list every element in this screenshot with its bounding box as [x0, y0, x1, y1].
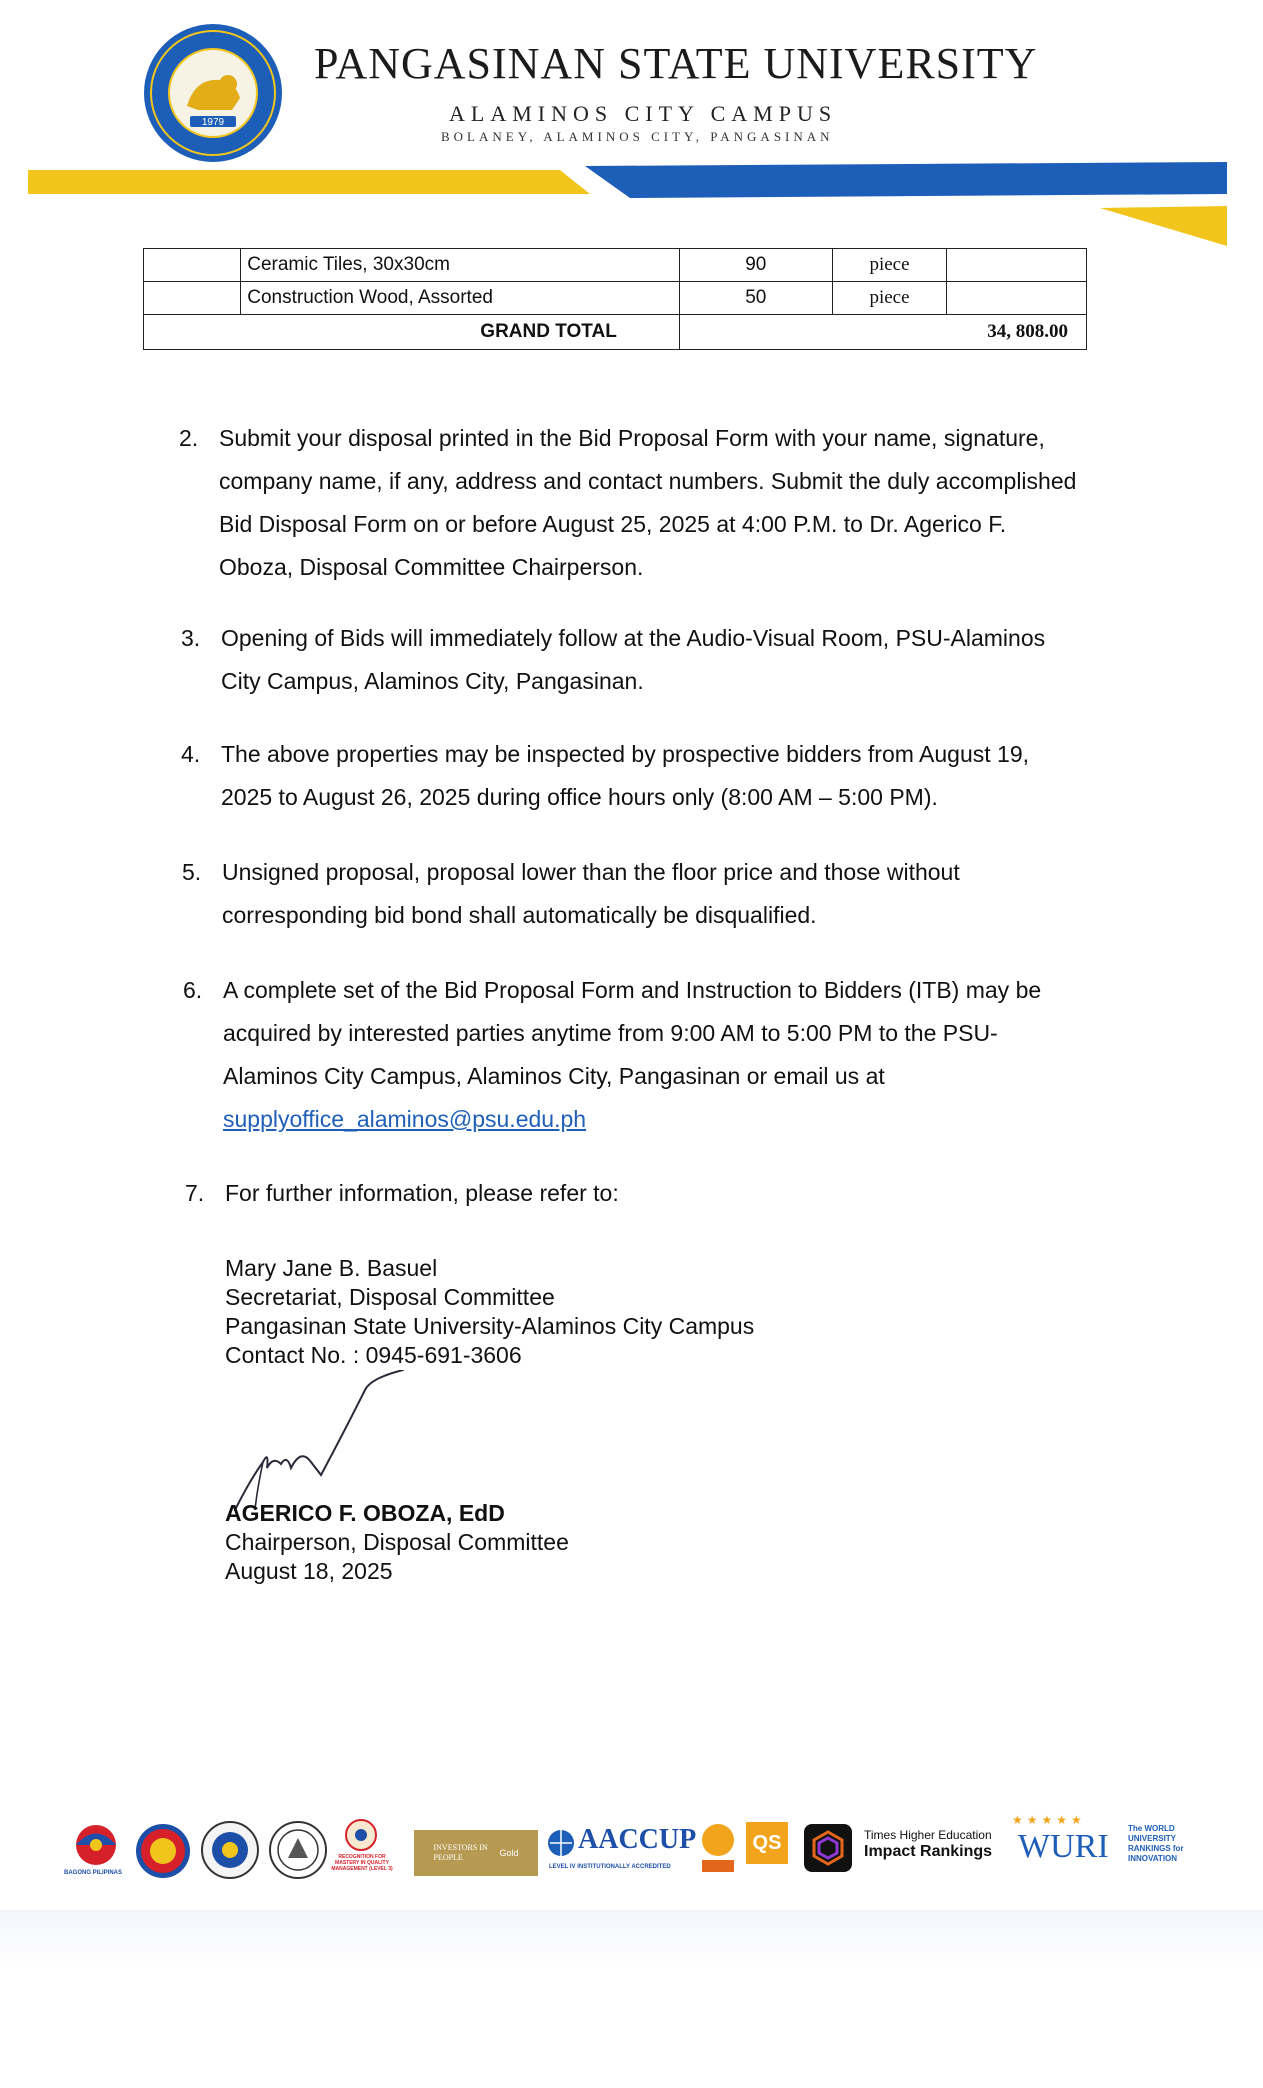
contact-office: Pangasinan State University-Alaminos City Campus — [225, 1313, 755, 1339]
instruction-text: Opening of Bids will immediately follow at the Audio-Visual Room, PSU-Alaminos City Campus, Alaminos City, Pangasinan. — [221, 625, 1046, 694]
instruction-item — [182, 851, 1082, 937]
wuri-note: The WORLD UNIVERSITY RANKINGS for INNOVATION — [1128, 1824, 1184, 1863]
footer-background — [0, 1910, 1263, 1970]
signatory-block — [225, 1499, 569, 1586]
bagong-pilipinas-text: BAGONG PILIPINAS — [64, 1870, 123, 1876]
signatory-date: August 18, 2025 — [225, 1558, 393, 1584]
instruction-text: The above properties may be inspected by prospective bidders from August 19, 2025 to August 26, 2025 during office hours only (8:00 AM – 5:00 PM). — [221, 741, 1030, 810]
investors-text: INVESTORS IN PEOPLE — [433, 1843, 488, 1862]
contact-block — [225, 1254, 754, 1370]
government-seal-icon — [268, 1820, 328, 1880]
aaccup-globe-icon — [546, 1828, 576, 1858]
instruction-item — [185, 1172, 1085, 1215]
bagong-pilipinas-logo-icon — [68, 1822, 124, 1868]
campus-address: BOLANEY, ALAMINOS CITY, PANGASINAN — [441, 129, 834, 144]
instruction-item — [181, 733, 1081, 819]
header-color-bars — [0, 158, 1263, 253]
aaccup-text: AACCUP — [578, 1824, 697, 1855]
grand-total-value: 34, 808.00 — [679, 315, 1086, 350]
contact-phone: Contact No. : 0945-691-3606 — [225, 1342, 522, 1368]
items-table — [143, 248, 1087, 350]
wuri-text: WURI — [1018, 1828, 1109, 1865]
instruction-number: 2. — [179, 425, 199, 451]
item-unit: piece — [832, 282, 946, 315]
instruction-number: 5. — [182, 859, 202, 885]
university-name: PANGASINAN STATE UNIVERSITY — [314, 39, 1038, 88]
instruction-number: 3. — [181, 625, 201, 651]
item-description: Ceramic Tiles, 30x30cm — [241, 249, 680, 282]
campus-name: ALAMINOS CITY CAMPUS — [449, 101, 838, 126]
instruction-item — [183, 969, 1083, 1141]
instruction-text: For further information, please refer to: — [225, 1180, 619, 1206]
investors-level: Gold — [499, 1848, 519, 1858]
instruction-number: 7. — [185, 1180, 205, 1206]
item-price — [947, 249, 1087, 282]
instruction-number: 6. — [183, 977, 203, 1003]
grand-total-label: GRAND TOTAL — [144, 315, 680, 350]
wuri-stars-icon: ★★★★★ — [1012, 1813, 1086, 1827]
the-text-line2: Impact Rankings — [864, 1843, 993, 1860]
instruction-item — [179, 417, 1079, 589]
instruction-item — [181, 617, 1081, 703]
instruction-text: Submit your disposal printed in the Bid Proposal Form with your name, signature, company name, if any, address and contact numbers. Submit the duly accomplished Bid Disposal Form on or before August 25, 2025 at 4:00 P.M. to Dr. Agerico F. Oboza, Disposal Committee Chairperson. — [219, 425, 1077, 580]
recognition-text: RECOGNITION FOR MASTERY IN QUALITY MANAGEMENT (LEVEL 3) — [331, 1854, 393, 1872]
item-unit: piece — [832, 249, 946, 282]
prime-hrm-logo-icon — [698, 1820, 738, 1876]
ched-seal-icon — [200, 1820, 260, 1880]
footer-logos — [62, 1810, 1242, 1900]
grand-total-row — [144, 315, 1087, 350]
table-row — [144, 282, 1087, 315]
item-description: Construction Wood, Assorted — [241, 282, 680, 315]
investors-in-people-badge — [414, 1830, 538, 1876]
email-link[interactable]: supplyoffice_alaminos@psu.edu.ph — [223, 1106, 587, 1132]
university-seal — [142, 22, 284, 164]
recognition-badge-icon — [344, 1818, 378, 1852]
signatory-name: AGERICO F. OBOZA, EdD — [225, 1500, 505, 1526]
signatory-position: Chairperson, Disposal Committee — [225, 1529, 569, 1555]
instruction-text: Unsigned proposal, proposal lower than the floor price and those without corresponding bid bond shall automatically be disqualified. — [222, 859, 960, 928]
instruction-number: 4. — [181, 741, 201, 767]
table-row — [144, 249, 1087, 282]
contact-name: Mary Jane B. Basuel — [225, 1255, 438, 1281]
svg-text:1979: 1979 — [201, 117, 225, 128]
contact-position: Secretariat, Disposal Committee — [225, 1284, 555, 1310]
sustainability-logo-icon — [802, 1822, 854, 1874]
qs-logo: QS — [746, 1822, 788, 1864]
asean-logo-icon — [134, 1822, 192, 1880]
aaccup-note: LEVEL IV INSTITUTIONALLY ACCREDITED — [549, 1864, 671, 1870]
item-quantity: 90 — [679, 249, 832, 282]
the-text-line1: Times Higher Education — [864, 1828, 992, 1842]
instruction-text: A complete set of the Bid Proposal Form and Instruction to Bidders (ITB) may be acquired by interested parties anytime from 9:00 AM to 5:00 PM to the PSU-Alaminos City Campus, Alaminos City, Pangasinan or email us at — [223, 977, 1042, 1089]
item-quantity: 50 — [679, 282, 832, 315]
item-price — [947, 282, 1087, 315]
handwritten-signature — [225, 1370, 415, 1520]
